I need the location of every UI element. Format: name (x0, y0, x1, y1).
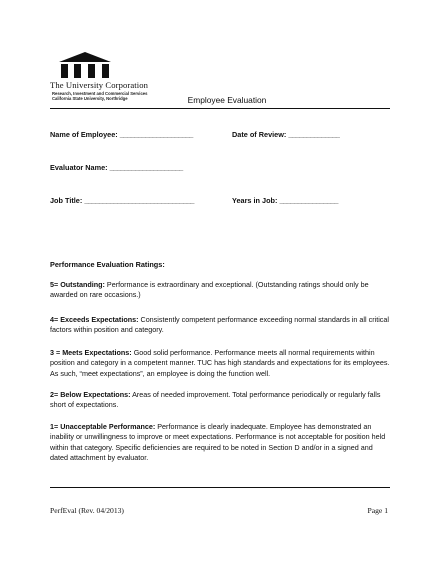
job-title-field[interactable] (50, 196, 194, 205)
rating-item (50, 390, 390, 411)
field-label: Evaluator Name: (50, 163, 108, 172)
field-blank[interactable]: ____________________ (109, 163, 183, 172)
building-icon (50, 50, 120, 80)
rating-label: 4= Exceeds Expectations: (50, 315, 139, 324)
footer-divider (50, 487, 390, 488)
rating-label: 5= Outstanding: (50, 280, 105, 289)
rating-item (50, 422, 390, 463)
rating-label: 1= Unacceptable Performance: (50, 422, 156, 431)
field-blank[interactable]: ________________ (279, 196, 338, 205)
logo-name: The University Corporation (50, 80, 149, 90)
employee-name-field[interactable] (50, 130, 193, 139)
ratings-heading: Performance Evaluation Ratings: (50, 260, 165, 269)
university-logo (50, 50, 120, 80)
rating-description: Consistently competent performance exceeding normal standards in all critical factors within position and category. (50, 315, 389, 335)
field-label: Job Title: (50, 196, 83, 205)
rating-label: 2= Below Expectations: (50, 390, 131, 399)
rating-description: Areas of needed improvement. Total performance periodically or regularly falls short of expectations. (50, 390, 381, 410)
years-in-job-field[interactable] (232, 196, 338, 205)
field-label: Date of Review: (232, 130, 287, 139)
title-divider (50, 108, 390, 109)
rating-label: 3 = Meets Expectations: (50, 348, 132, 357)
rating-description: Good solid performance. Performance meets all normal requirements within position and category in a competent manner. TUC has high standards and expectations for its employees. As such, “meet expectations”, an employee is doing the function well. (50, 348, 390, 378)
evaluator-name-field[interactable] (50, 163, 183, 172)
rating-item (50, 348, 390, 379)
field-blank[interactable]: ____________________ (119, 130, 193, 139)
revision-label: PerfEval (Rev. 04/2013) (50, 506, 124, 515)
page-number: Page 1 (367, 506, 388, 515)
field-blank[interactable]: ______________ (288, 130, 340, 139)
rating-item (50, 280, 390, 301)
review-date-field[interactable] (232, 130, 340, 139)
logo-subline: California State University, Northridge (52, 96, 128, 101)
field-label: Name of Employee: (50, 130, 118, 139)
rating-description: Performance is extraordinary and exceptional. (Outstanding ratings should only be awarded on rare occasions.) (50, 280, 369, 300)
rating-description: Performance is clearly inadequate. Employee has demonstrated an inability or unwillingness to improve or meet expectations. Performance is not acceptable for position held within that category. Specific deficiencies are required to be noted in Section D and/or in a signed and dated attachment by evaluator. (50, 422, 386, 462)
rating-item (50, 315, 390, 336)
field-blank[interactable]: ______________________________ (84, 196, 195, 205)
document-title: Employee Evaluation (187, 95, 267, 105)
field-label: Years in Job: (232, 196, 278, 205)
logo-subline: Research, Investment and Commercial Services (52, 91, 148, 96)
